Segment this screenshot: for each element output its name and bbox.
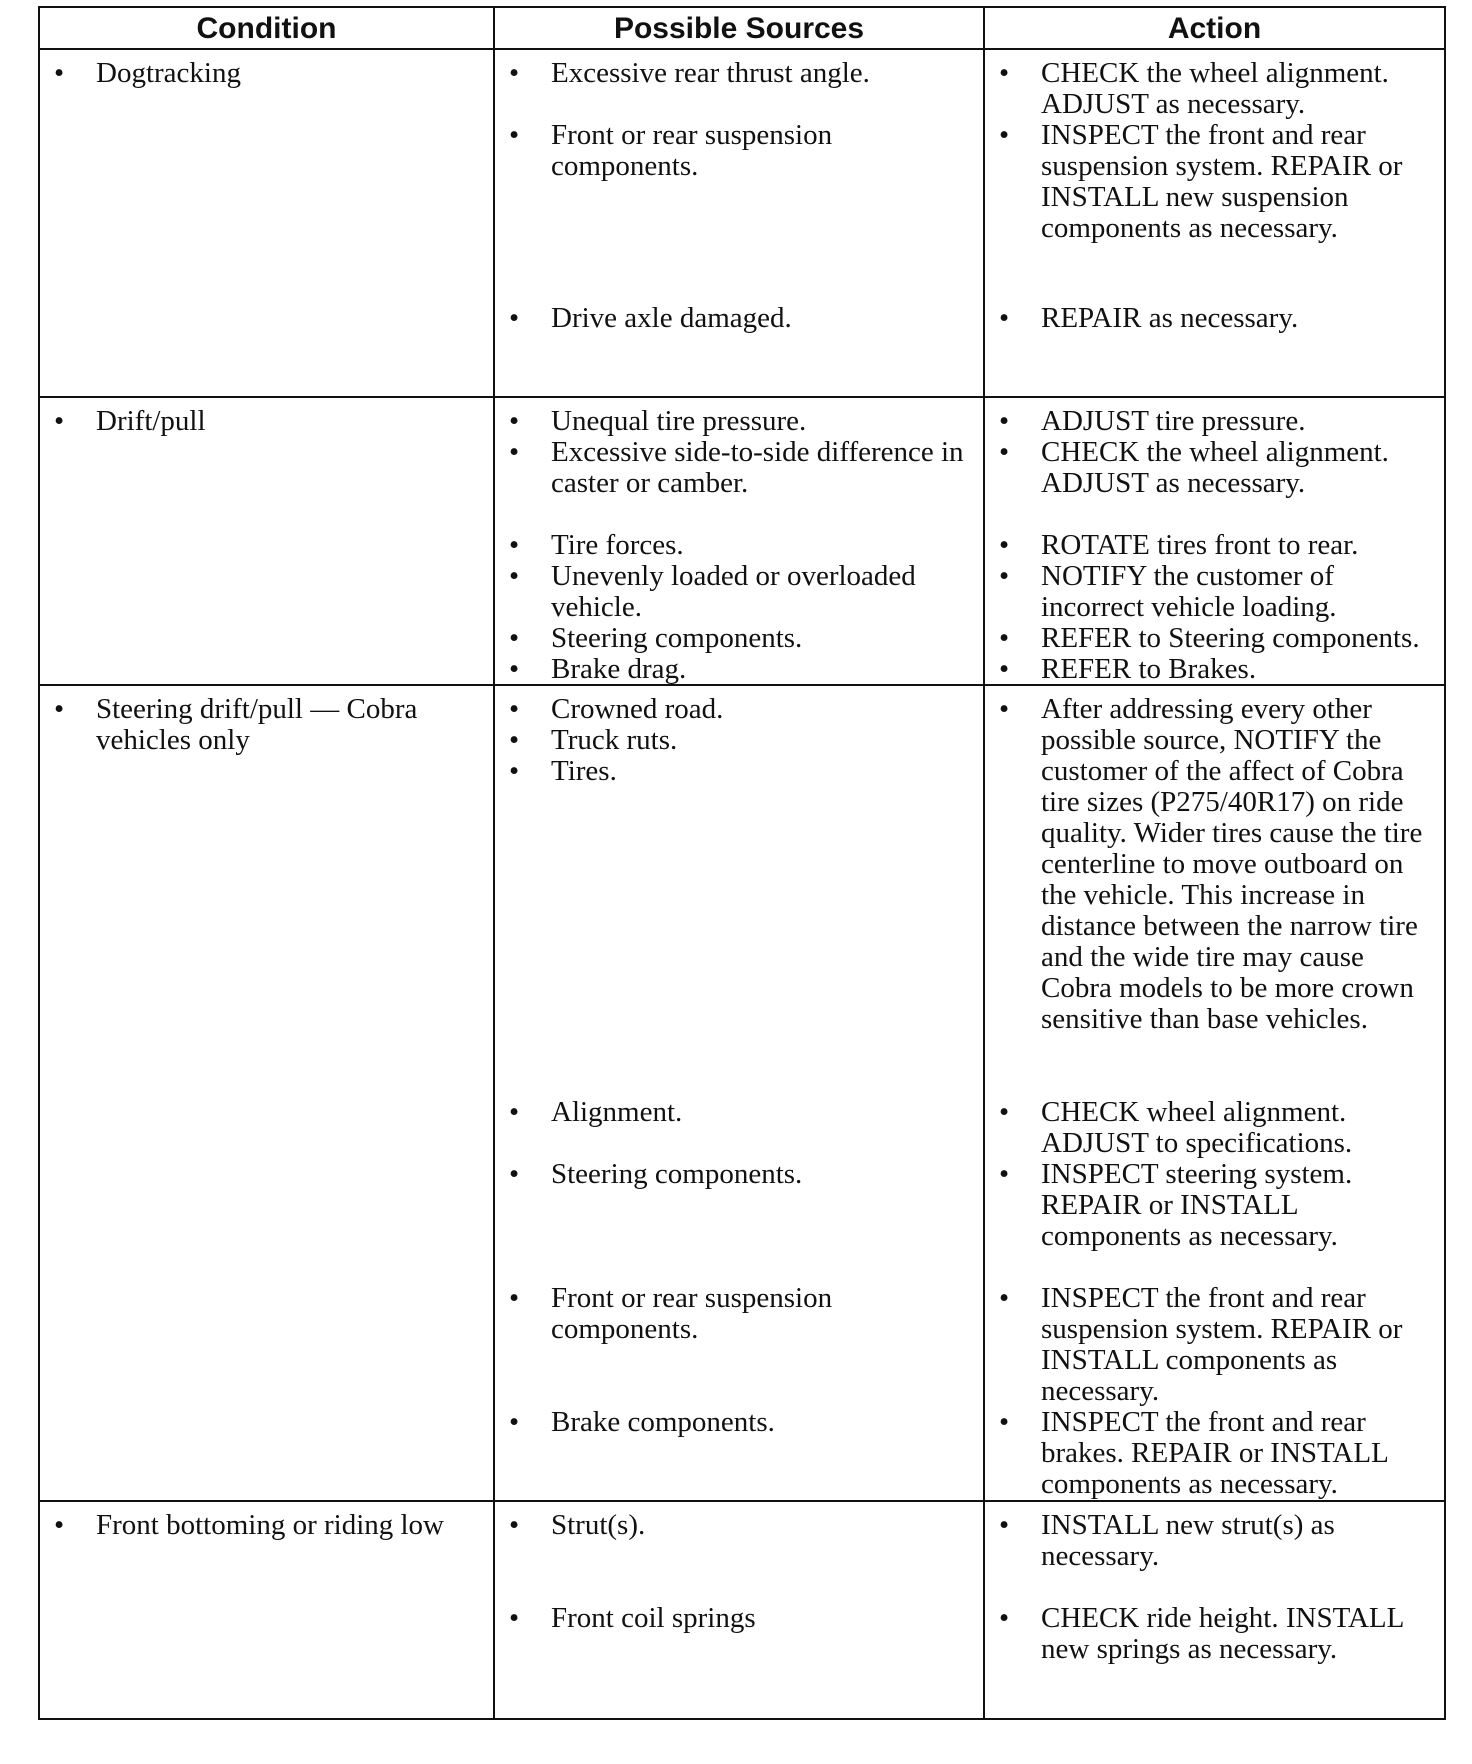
action-item: • REFER to Brakes.	[999, 654, 1440, 685]
action-item: • INSPECT the front and rear brakes. REPAIR or INSTALL components as necessary.	[999, 1407, 1440, 1500]
table-row	[39, 49, 1445, 397]
action-item: • CHECK ride height. INSTALL new springs as necessary.	[999, 1603, 1440, 1665]
condition-text: • Drift/pull	[54, 406, 489, 437]
action-item: • INSPECT the front and rear suspension system. REPAIR or INSTALL components as necessary.	[999, 1283, 1440, 1407]
source-item: • Front coil springs	[509, 1603, 979, 1634]
condition-cell	[39, 49, 494, 397]
column-header-possible-sources: Possible Sources	[494, 7, 984, 49]
source-item: • Brake drag.	[509, 654, 979, 685]
action-cell	[984, 397, 1445, 685]
source-item: • Steering components.	[509, 1159, 979, 1190]
source-item: • Front or rear suspension components.	[509, 1283, 979, 1345]
condition-text: • Dogtracking	[54, 58, 489, 89]
source-item: • Tire forces.	[509, 530, 979, 561]
condition-text: • Steering drift/pull — Cobra vehicles only	[54, 694, 489, 756]
source-item: • Excessive rear thrust angle.	[509, 58, 979, 89]
action-item: • ROTATE tires front to rear.	[999, 530, 1440, 561]
action-item: • CHECK wheel alignment. ADJUST to specifications.	[999, 1097, 1440, 1159]
source-item: • Tires.	[509, 756, 979, 787]
action-cell	[984, 685, 1445, 1501]
source-item: • Brake components.	[509, 1407, 979, 1438]
action-item: • ADJUST tire pressure.	[999, 406, 1440, 437]
source-item: • Alignment.	[509, 1097, 979, 1128]
source-item: • Unevenly loaded or overloaded vehicle.	[509, 561, 979, 623]
source-item: • Crowned road.	[509, 694, 979, 725]
table-row	[39, 397, 1445, 685]
sources-cell	[494, 397, 984, 685]
action-cell	[984, 49, 1445, 397]
action-item: • INSPECT steering system. REPAIR or INSTALL components as necessary.	[999, 1159, 1440, 1252]
action-item: • INSPECT the front and rear suspension system. REPAIR or INSTALL new suspension components as necessary.	[999, 120, 1440, 244]
sources-cell	[494, 49, 984, 397]
action-item: • CHECK the wheel alignment. ADJUST as necessary.	[999, 58, 1440, 120]
action-cell	[984, 1501, 1445, 1719]
action-item: • REFER to Steering components.	[999, 623, 1440, 654]
source-item: • Front or rear suspension components.	[509, 120, 979, 182]
condition-cell	[39, 685, 494, 1501]
condition-cell	[39, 397, 494, 685]
action-item: • REPAIR as necessary.	[999, 303, 1440, 334]
table-header-row	[39, 7, 1445, 49]
action-item: • After addressing every other possible source, NOTIFY the customer of the affect of Cobra tire sizes (P275/40R17) on ride quality. Wider tires cause the tire centerline to move outboard on the vehicle. This increase in distance between the narrow tire and the wide tire may cause Cobra models to be more crown sensitive than base vehicles.	[999, 694, 1440, 1035]
source-item: • Unequal tire pressure.	[509, 406, 979, 437]
action-item: • CHECK the wheel alignment. ADJUST as necessary.	[999, 437, 1440, 499]
source-item: • Excessive side-to-side difference in caster or camber.	[509, 437, 979, 499]
source-item: • Drive axle damaged.	[509, 303, 979, 334]
source-item: • Truck ruts.	[509, 725, 979, 756]
action-item: • NOTIFY the customer of incorrect vehicle loading.	[999, 561, 1440, 623]
table-row	[39, 1501, 1445, 1719]
sources-cell	[494, 685, 984, 1501]
table-row	[39, 685, 1445, 1501]
condition-text: • Front bottoming or riding low	[54, 1510, 489, 1541]
source-item: • Steering components.	[509, 623, 979, 654]
sources-cell	[494, 1501, 984, 1719]
action-item: • INSTALL new strut(s) as necessary.	[999, 1510, 1440, 1572]
column-header-condition: Condition	[39, 7, 494, 49]
column-header-action: Action	[984, 7, 1445, 49]
condition-cell	[39, 1501, 494, 1719]
source-item: • Strut(s).	[509, 1510, 979, 1541]
diagnosis-table	[38, 6, 1446, 1720]
